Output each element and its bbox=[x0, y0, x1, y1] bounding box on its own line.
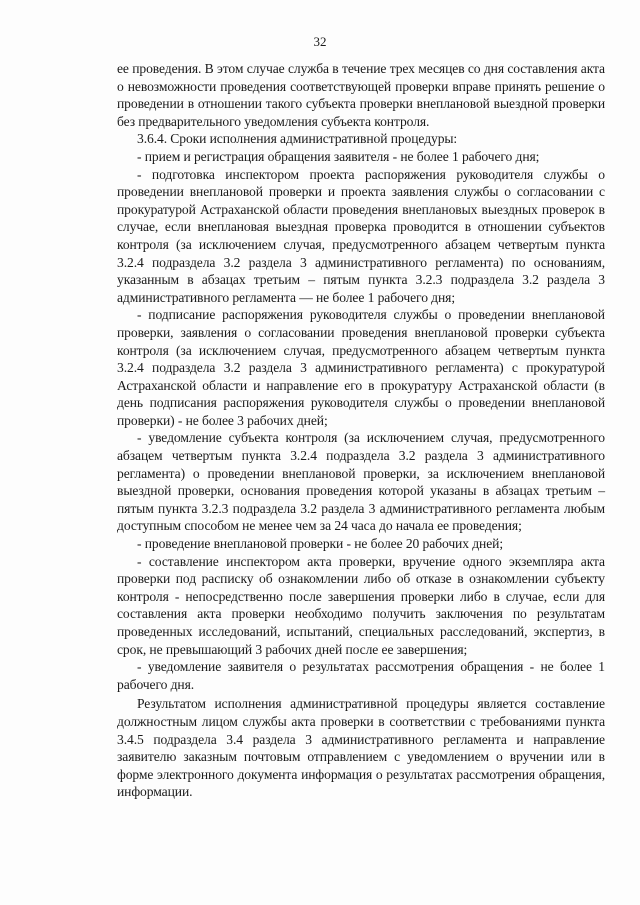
paragraph-section-heading: 3.6.4. Сроки исполнения административной процедуры: bbox=[137, 131, 458, 147]
list-item: - уведомление заявителя о результатах рассмотрения обращения - не более 1 рабочего дня. bbox=[117, 659, 605, 692]
paragraph-result: Результатом исполнения административной процедуры является составление должностным лицом службы акта проверки в соответствии с требованиями пункта 3.4.5 подраздела 3.4 раздела 3 административного регламента и направление заявителю заказным почтовым отправлением с уведомлением о вручении или в форме электронного документа информация о результатах рассмотрения обращения, информации. bbox=[117, 696, 605, 800]
list-item: - прием и регистрация обращения заявителя - не более 1 рабочего дня; bbox=[137, 148, 540, 164]
list-item: - проведение внеплановой проверки - не более 20 рабочих дней; bbox=[137, 536, 504, 552]
list-item: - подготовка инспектором проекта распоряжения руководителя службы о проведении внеплановой проверки и проекта заявления службы о согласовании с прокуратурой Астраханской области проведения внеплановых выездных проверок в случае, если внеплановая выездная проверка проводится в отношении субъектов контроля (за исключением случая, предусмотренного абзацем четвертым пункта 3.2.4 подраздела 3.2 раздела 3 административного регламента) по основаниям, указанным в абзацах третьим – пятым пункта 3.2.3 подраздела 3.2 раздела 3 административного регламента — не более 1 рабочего дня; bbox=[117, 166, 605, 305]
list-item: - уведомление субъекта контроля (за исключением случая, предусмотренного абзацем четвертым пункта 3.2.4 подраздела 3.2 раздела 3 административного регламента) о проведении внеплановой проверки, за исключением внеплановой выездной проверки, основания проведения которой указаны в абзацах третьим – пятым пункта 3.2.3 подраздела 3.2 раздела 3 административного регламента любым доступным способом не менее чем за 24 часа до начала ее проведения; bbox=[117, 430, 605, 534]
list-item: - подписание распоряжения руководителя службы о проведении внеплановой проверки, заявления о согласовании проведения внеплановой проверки субъекта контроля (за исключением случая, предусмотренного абзацем четвертым пункта 3.2.4 подраздела 3.2 раздела 3 административного регламента) с прокуратурой Астраханской области и направление его в прокуратуру Астраханской области (в день подписания распоряжения руководителя службы о проведении внеплановой проверки) - не более 3 рабочих дней; bbox=[117, 307, 605, 428]
list-item: - составление инспектором акта проверки, вручение одного экземпляра акта проверки под расписку об ознакомлении либо об отказе в ознакомлении субъекту контроля - непосредственно после завершения проверки либо в случае, если для составления акта проверки необходимо получить заключения по результатам проведенных исследований, испытаний, специальных расследований, экспертиз, в срок, не превышающий 3 рабочих дней после ее завершения; bbox=[117, 553, 605, 657]
document-body bbox=[117, 60, 605, 801]
page-number: 32 bbox=[313, 34, 327, 49]
paragraph-continuation: ее проведения. В этом случае служба в течение трех месяцев со дня составления акта о невозможности проведения соответствующей проверки вправе принять решение о проведении в отношении такого субъекта проверки внеплановой выездной проверки без предварительного уведомления субъекта контроля. bbox=[117, 61, 605, 129]
